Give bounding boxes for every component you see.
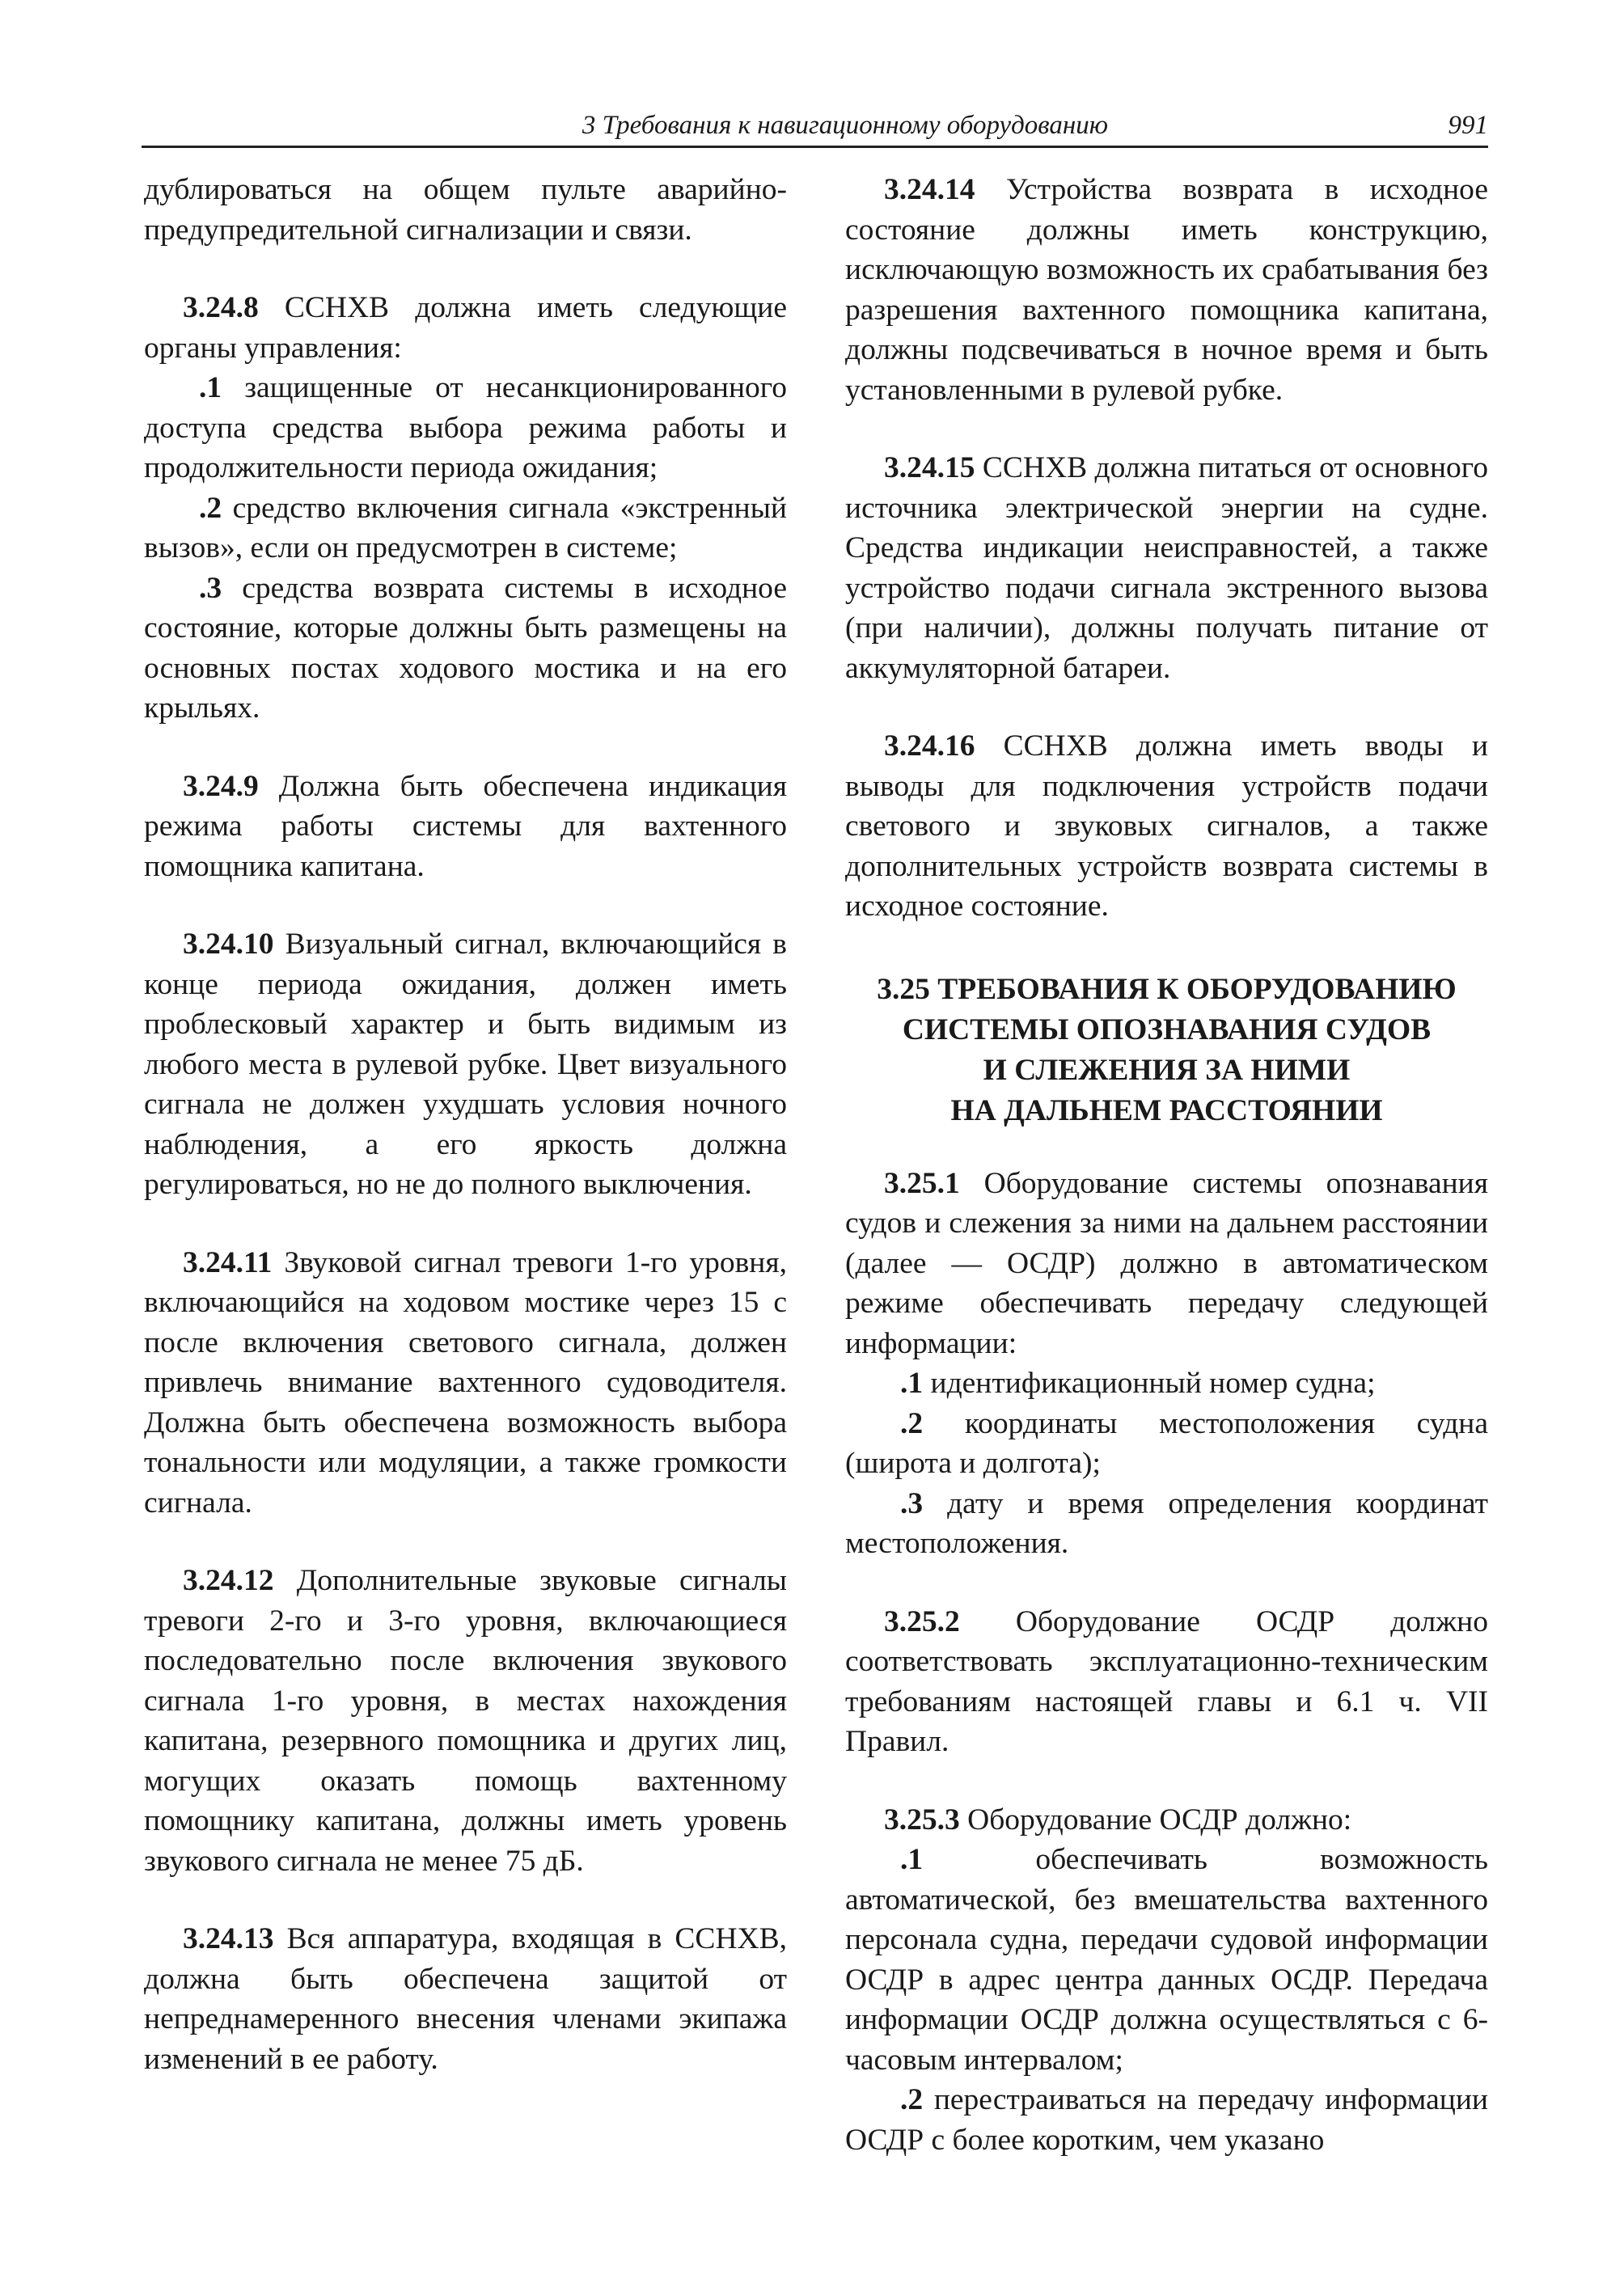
subclause-number: .1 [900, 1367, 924, 1400]
subclause-text: обеспечивать возможность автоматической, без вмешательства вахтенного персонала судна, передачи судовой информации ОСДР в адрес центра данных ОСДР. Передача информации ОСДР должна осуществляться с 6-часовым интервалом; [845, 1843, 1488, 2077]
clause-number: 3.24.10 [183, 928, 274, 961]
clause-text: Вся аппаратура, входящая в ССНХВ, должна быть обеспечена защитой от непреднамеренного внесения членами экипажа изменений в ее работу. [144, 1922, 787, 2076]
clause-3-25-3 [845, 1800, 1488, 1841]
clause-3-25-1 [845, 1164, 1488, 1364]
clause-3-24-13 [144, 1919, 787, 2079]
clause-text: Оборудование системы опознавания судов и слежения за ними на дальнем расстоянии (далее — ОСДР) должно в автоматическом режиме обеспечивать передачу следующей информации: [845, 1166, 1488, 1360]
subclause-text: координаты местоположения судна (широта и долгота); [845, 1406, 1488, 1480]
clause-number: 3.24.11 [183, 1245, 273, 1279]
page-number: 991 [1448, 111, 1488, 140]
clause-text: ССНХВ должна питаться от основного источника электрической энергии на судне. Средства индикации неисправностей, а также устройство подачи сигнала экстренного вызова (при наличии), должны получать питание от аккумуляторной батареи. [845, 451, 1488, 685]
clause-number: 3.24.15 [884, 451, 975, 484]
subclause-text: перестраиваться на передачу информации ОСДР с более коротким, чем указано [845, 2083, 1488, 2157]
clause-number: 3.25.2 [884, 1604, 960, 1638]
clause-text: Визуальный сигнал, включающийся в конце периода ожидания, должен иметь проблесковый характер и быть видимым из любого места в рулевой рубке. Цвет визуального сигнала не должен ухудшать условия ночного наблюдения, а его яркость должна регулироваться, но не до полного выключения. [144, 928, 787, 1201]
subclause-text: средство включения сигнала «экстренный вызов», если он предусмотрен в системе; [144, 491, 787, 564]
clause-number: 3.25.1 [884, 1166, 960, 1200]
subclause-text: защищенные от несанкционированного доступа средства выбора режима работы и продолжительности периода ожидания; [144, 371, 787, 484]
clause-number: 3.24.12 [183, 1564, 274, 1597]
subclause-number: .3 [199, 571, 222, 605]
clause-3-24-15 [845, 448, 1488, 688]
subclause-3 [845, 1484, 1488, 1564]
right-column [845, 170, 1488, 2160]
clause-3-24-11 [144, 1243, 787, 1524]
paragraph-continuation: дублироваться на общем пульте аварийно-предупредительной сигнализации и связи. [144, 173, 787, 247]
clause-number: 3.24.9 [183, 769, 259, 803]
subclause-number: .2 [900, 1406, 924, 1440]
section-title-line: И СЛЕЖЕНИЯ ЗА НИМИ [983, 1053, 1351, 1087]
subclause-text: средства возврата системы в исходное состояние, которые должны быть размещены на основных постах ходового мостика и на его крыльях. [144, 571, 787, 725]
clause-3-24-10 [144, 924, 787, 1205]
clause-number: 3.24.8 [183, 291, 259, 324]
clause-text: Звуковой сигнал тревоги 1-го уровня, включающийся на ходовом мостике через 15 с после включения светового сигнала, должен привлечь внимание вахтенного судоводителя. Должна быть обеспечена возможность выбора тональности или модуляции, а также громкости сигнала. [144, 1245, 787, 1520]
clause-3-24-8 [144, 288, 787, 368]
clause-text: ССНХВ должна иметь следующие органы управления: [144, 291, 787, 365]
subclause-2 [845, 1404, 1488, 1484]
clause-number: 3.24.14 [884, 173, 975, 206]
clause-text: Устройства возврата в исходное состояние должны иметь конструкцию, исключающую возможность их срабатывания без разрешения вахтенного помощника капитана, должны подсвечиваться в ночное время и быть установленными в рулевой рубке. [845, 173, 1488, 407]
clause-text: Дополнительные звуковые сигналы тревоги 2-го и 3-го уровня, включающиеся последовательно после включения звукового сигнала 1-го уровня, в местах нахождения капитана, резервного помощника и других лиц, могущих оказать помощь вахтенному помощнику капитана, должны иметь уровень звукового сигнала не менее 75 дБ. [144, 1564, 787, 1878]
subclause-1 [845, 1363, 1488, 1404]
clause-text: Должна быть обеспечена индикация режима работы системы для вахтенного помощника капитана. [144, 769, 787, 883]
subclause-1 [845, 1840, 1488, 2080]
clause-number: 3.24.16 [884, 729, 975, 763]
clause-text: ССНХВ должна иметь вводы и выводы для подключения устройств подачи светового и звуковых сигналов, а также дополнительных устройств возврата системы в исходное состояние. [845, 729, 1488, 923]
section-title-line: СИСТЕМЫ ОПОЗНАВАНИЯ СУДОВ [902, 1012, 1432, 1046]
running-header [142, 104, 1488, 148]
subclause-number: .1 [900, 1843, 924, 1876]
clause-3-24-14 [845, 170, 1488, 410]
subclause-2 [845, 2080, 1488, 2160]
clause-number: 3.25.3 [884, 1803, 960, 1837]
clause-text: Оборудование ОСДР должно: [959, 1803, 1352, 1837]
clause-3-24-16 [845, 726, 1488, 927]
section-title-line: НА ДАЛЬНЕМ РАССТОЯНИИ [950, 1093, 1383, 1127]
subclause-number: .2 [900, 2083, 924, 2116]
subclause-number: .1 [199, 371, 222, 404]
subclause-text: идентификационный номер судна; [923, 1367, 1376, 1400]
section-title-3-25 [845, 965, 1488, 1131]
subclause-3 [144, 569, 787, 729]
running-header-title: 3 Требования к навигационному оборудованию [582, 111, 1108, 140]
subclause-1 [144, 368, 787, 488]
subclause-2 [144, 488, 787, 569]
left-column [144, 170, 787, 2079]
clause-3-25-2 [845, 1602, 1488, 1762]
subclause-text: дату и время определения координат местоположения. [845, 1486, 1488, 1560]
clause-3-24-9 [144, 767, 787, 887]
clause-number: 3.24.13 [183, 1922, 274, 1955]
section-title-line: 3.25 ТРЕБОВАНИЯ К ОБОРУДОВАНИЮ [877, 972, 1457, 1006]
subclause-number: .3 [900, 1486, 924, 1520]
clause-text: Оборудование ОСДР должно соответствовать эксплуатационно-техническим требованиям настоящей главы и 6.1 ч. VII Правил. [845, 1604, 1488, 1758]
subclause-number: .2 [199, 491, 222, 525]
clause-3-24-12 [144, 1561, 787, 1881]
